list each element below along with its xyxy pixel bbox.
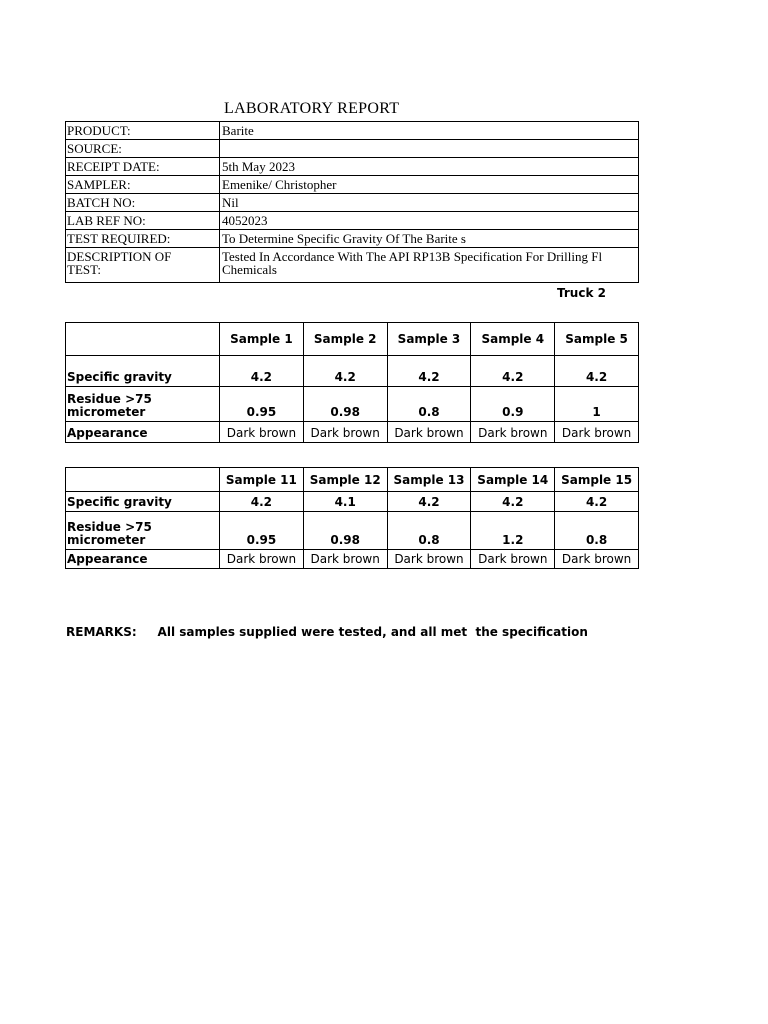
- info-label-line: TEST:: [67, 262, 102, 277]
- header-blank-cell: [66, 468, 220, 492]
- info-label: SAMPLER:: [66, 176, 220, 194]
- appearance-value: Dark brown: [303, 550, 387, 569]
- truck-label: Truck 2: [557, 286, 606, 300]
- residue-value: 0.8: [555, 512, 639, 550]
- sg-value: 4.2: [555, 356, 639, 387]
- row-label: [66, 387, 220, 422]
- residue-value: 0.8: [387, 387, 471, 422]
- row-label-line: Residue >75: [67, 520, 152, 534]
- row-label-line: micrometer: [67, 405, 146, 419]
- appearance-row: [66, 550, 639, 569]
- product-info-table: [65, 121, 639, 283]
- residue-row: [66, 512, 639, 550]
- info-label: SOURCE:: [66, 140, 220, 158]
- sample-header: Sample 14: [471, 468, 555, 492]
- sample-header: Sample 2: [303, 323, 387, 356]
- info-value: Emenike/ Christopher: [220, 176, 639, 194]
- sg-value: 4.2: [303, 356, 387, 387]
- sg-value: 4.2: [220, 356, 304, 387]
- specific-gravity-row: [66, 356, 639, 387]
- remarks: [66, 625, 588, 639]
- info-value: Barite: [220, 122, 639, 140]
- info-value: 4052023: [220, 212, 639, 230]
- table-header-row: [66, 323, 639, 356]
- info-row-description: [66, 248, 639, 283]
- residue-value: 0.8: [387, 512, 471, 550]
- sample-header: Sample 1: [220, 323, 304, 356]
- sample-header: Sample 11: [220, 468, 304, 492]
- table-header-row: [66, 468, 639, 492]
- appearance-value: Dark brown: [220, 422, 304, 443]
- residue-value: 0.98: [303, 512, 387, 550]
- row-label: Appearance: [66, 422, 220, 443]
- info-value-line: Tested In Accordance With The API RP13B Specification For Drilling Fl: [222, 249, 603, 264]
- appearance-value: Dark brown: [471, 422, 555, 443]
- info-row-source: [66, 140, 639, 158]
- appearance-value: Dark brown: [471, 550, 555, 569]
- info-row-batch-no: [66, 194, 639, 212]
- info-row-test-required: [66, 230, 639, 248]
- specific-gravity-row: [66, 492, 639, 512]
- info-row-product: [66, 122, 639, 140]
- info-label: BATCH NO:: [66, 194, 220, 212]
- appearance-row: [66, 422, 639, 443]
- info-value: 5th May 2023: [220, 158, 639, 176]
- sg-value: 4.1: [303, 492, 387, 512]
- residue-value: 1.2: [471, 512, 555, 550]
- sg-value: 4.2: [387, 492, 471, 512]
- sample-header: Sample 3: [387, 323, 471, 356]
- info-value: [220, 140, 639, 158]
- row-label: Appearance: [66, 550, 220, 569]
- info-label: TEST REQUIRED:: [66, 230, 220, 248]
- appearance-value: Dark brown: [555, 422, 639, 443]
- info-value: To Determine Specific Gravity Of The Barite s: [220, 230, 639, 248]
- row-label: [66, 512, 220, 550]
- results-table-truck-2-b: [65, 467, 639, 569]
- sg-value: 4.2: [387, 356, 471, 387]
- info-label: RECEIPT DATE:: [66, 158, 220, 176]
- info-label-line: DESCRIPTION OF: [67, 249, 172, 264]
- residue-value: 1: [555, 387, 639, 422]
- report-title: LABORATORY REPORT: [224, 100, 400, 117]
- remarks-label: REMARKS:: [66, 625, 137, 639]
- sg-value: 4.2: [471, 356, 555, 387]
- sample-header: Sample 13: [387, 468, 471, 492]
- info-label: PRODUCT:: [66, 122, 220, 140]
- info-value-line: Chemicals: [222, 262, 277, 277]
- appearance-value: Dark brown: [387, 550, 471, 569]
- info-row-sampler: [66, 176, 639, 194]
- sample-header: Sample 4: [471, 323, 555, 356]
- header-blank-cell: [66, 323, 220, 356]
- row-label: Specific gravity: [66, 356, 220, 387]
- sample-header: Sample 15: [555, 468, 639, 492]
- results-table-truck-2-a: [65, 322, 639, 443]
- appearance-value: Dark brown: [220, 550, 304, 569]
- row-label-line: micrometer: [67, 533, 146, 547]
- sample-header: Sample 5: [555, 323, 639, 356]
- info-label: LAB REF NO:: [66, 212, 220, 230]
- info-value: Nil: [220, 194, 639, 212]
- sg-value: 4.2: [220, 492, 304, 512]
- row-label: Specific gravity: [66, 492, 220, 512]
- residue-value: 0.98: [303, 387, 387, 422]
- info-label: [66, 248, 220, 283]
- sample-header: Sample 12: [303, 468, 387, 492]
- appearance-value: Dark brown: [387, 422, 471, 443]
- residue-value: 0.9: [471, 387, 555, 422]
- row-label-line: Residue >75: [67, 392, 152, 406]
- remarks-text: All samples supplied were tested, and all met the specification: [157, 625, 588, 639]
- appearance-value: Dark brown: [303, 422, 387, 443]
- info-value: [220, 248, 639, 283]
- residue-value: 0.95: [220, 512, 304, 550]
- sg-value: 4.2: [471, 492, 555, 512]
- residue-row: [66, 387, 639, 422]
- info-row-lab-ref: [66, 212, 639, 230]
- residue-value: 0.95: [220, 387, 304, 422]
- sg-value: 4.2: [555, 492, 639, 512]
- info-row-receipt-date: [66, 158, 639, 176]
- appearance-value: Dark brown: [555, 550, 639, 569]
